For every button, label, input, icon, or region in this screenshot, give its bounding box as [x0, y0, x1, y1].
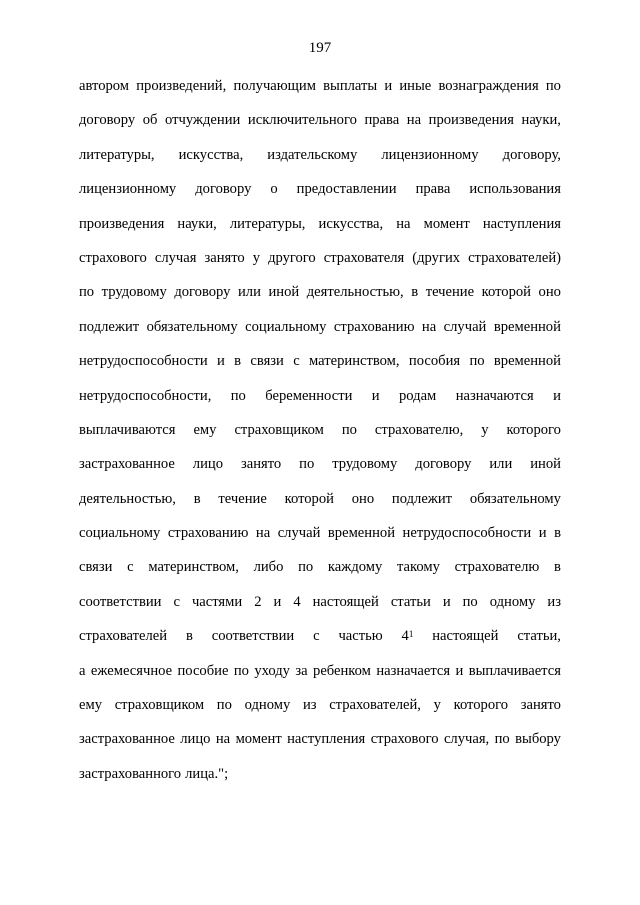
word: настоящей [432, 628, 499, 645]
word: искусства, [318, 215, 384, 232]
text-line [79, 556, 561, 590]
word: которой [284, 490, 334, 507]
word: временной [493, 318, 561, 335]
text-line [79, 281, 561, 315]
word: пособие [177, 662, 229, 679]
word: застрахованного [79, 765, 182, 782]
word: занято [520, 697, 561, 714]
word: трудовому [101, 284, 167, 301]
word: одному [489, 593, 536, 610]
word: связи [250, 353, 284, 370]
word: по [341, 421, 357, 438]
word: страхователю, [374, 421, 464, 438]
word: иные [399, 78, 432, 94]
word: искусства, [178, 146, 244, 163]
word: случай [277, 525, 321, 542]
text-line [79, 453, 561, 487]
word: занято [204, 249, 245, 266]
word: по [494, 731, 510, 748]
word: которого [506, 421, 561, 438]
word: нетрудоспособности [79, 353, 208, 370]
word: на [421, 318, 437, 335]
word: момент [423, 215, 470, 232]
word: социальному [79, 525, 161, 542]
word: договору, [502, 146, 561, 163]
word: страхователю [454, 559, 540, 576]
word: литературы, [79, 146, 155, 163]
word: за [295, 662, 308, 679]
word: трудовому [332, 456, 398, 473]
word: родам [398, 387, 437, 404]
word: издательскому [267, 146, 358, 163]
word: частью [338, 628, 383, 645]
word: произведения [428, 112, 514, 129]
word: вознаграждения [438, 78, 539, 94]
word: занято [240, 456, 282, 473]
word: 4 [293, 593, 301, 610]
word: уходу [254, 662, 290, 679]
word: социальному [245, 318, 327, 335]
page-number: 197 [308, 40, 332, 56]
word: литературы, [229, 215, 306, 232]
word: обязательному [146, 318, 238, 335]
text-line [79, 763, 561, 797]
word: нетрудоспособности [402, 525, 532, 542]
word: деятельностью, [306, 284, 404, 301]
word: лицо [180, 731, 211, 748]
word: науки, [177, 215, 217, 232]
text-line [79, 75, 561, 109]
word: или [238, 284, 261, 301]
word: страхователей [79, 628, 168, 645]
word: по [299, 456, 315, 473]
word: оно [351, 490, 375, 507]
word: застрахованное [79, 456, 175, 473]
word: ребенком [313, 662, 371, 679]
text-line [79, 316, 561, 350]
word: 4 [401, 628, 409, 645]
word: договору [174, 284, 231, 301]
text-line [79, 660, 561, 694]
word: частями [191, 593, 243, 610]
word-with-superscript [402, 625, 414, 659]
text-line [79, 350, 561, 384]
word: пособия [408, 353, 461, 370]
word: по [462, 593, 478, 610]
word: выплаты [323, 78, 378, 94]
word: лица."; [185, 765, 229, 782]
word: на [215, 731, 231, 748]
word: страхового [370, 731, 439, 748]
word: лицензионному [381, 146, 479, 163]
word: выбору [515, 731, 561, 748]
word: отчуждении [165, 112, 241, 129]
word: с [293, 353, 300, 370]
word: которой [481, 284, 531, 301]
word: материнством, [309, 353, 400, 370]
word: и [442, 593, 451, 610]
word: и [455, 662, 464, 679]
text-line [79, 591, 561, 625]
word: и [273, 593, 282, 610]
word: страховщиком [234, 421, 324, 438]
word: и [371, 387, 380, 404]
word: в [411, 284, 419, 301]
word: соответствии [211, 628, 295, 645]
word: права [415, 181, 451, 198]
word: с [173, 593, 180, 610]
word: страхователей, [329, 697, 421, 714]
word: нетрудоспособности, [79, 387, 212, 404]
word: о [270, 181, 278, 198]
word: договору [79, 112, 136, 129]
word: каждому [327, 559, 383, 576]
word: случая, [443, 731, 490, 748]
text-line [79, 247, 561, 281]
text-line [79, 694, 561, 728]
word: по [469, 353, 485, 370]
word: застрахованное [79, 731, 175, 748]
text-line [79, 419, 561, 453]
word: временной [493, 353, 561, 370]
word: у [481, 421, 489, 438]
word: произведения [79, 215, 165, 232]
word: по [230, 387, 246, 404]
word: получающим [233, 78, 316, 94]
word: обязательному [469, 490, 561, 507]
word: оно [538, 284, 561, 301]
word: об [142, 112, 158, 129]
word: автором [79, 78, 130, 94]
word: и [553, 387, 561, 404]
text-line [79, 488, 561, 522]
word: в [185, 628, 193, 645]
word: ему [193, 421, 217, 438]
word: временной [327, 525, 396, 542]
word: или [489, 456, 513, 473]
word: по [545, 78, 561, 94]
word: из [547, 593, 561, 610]
word: деятельностью, [79, 490, 176, 507]
text-line [79, 144, 561, 178]
word: лицензионному [79, 181, 177, 198]
word: одному [244, 697, 291, 714]
word: договору [195, 181, 252, 198]
text-line [79, 522, 561, 556]
word: лицо [192, 456, 223, 473]
word: по [298, 559, 314, 576]
word: и [384, 78, 393, 94]
text-line [79, 625, 561, 659]
word: выплачиваются [79, 421, 176, 438]
word: использования [469, 181, 561, 198]
word: наступления [287, 731, 366, 748]
word: другого [268, 249, 316, 266]
word: соответствии [79, 593, 162, 610]
word: страхованию [167, 525, 249, 542]
word: либо [253, 559, 284, 576]
word: случая [154, 249, 197, 266]
word: у [252, 249, 261, 266]
word: которого [453, 697, 509, 714]
text-line [79, 109, 561, 143]
word: предоставлении [296, 181, 397, 198]
word: случай [443, 318, 487, 335]
word: с [127, 559, 134, 576]
word: подлежит [391, 490, 453, 507]
word: течение [218, 490, 267, 507]
word: по [79, 284, 95, 301]
word: беременности [265, 387, 353, 404]
word: статьи [390, 593, 431, 610]
word: у [433, 697, 441, 714]
word: подлежит [79, 318, 140, 335]
word: наступления [482, 215, 561, 232]
word: назначается [376, 662, 451, 679]
word: иной [268, 284, 300, 301]
word: на [255, 525, 271, 542]
word: договору [415, 456, 472, 473]
word: ежемесячное [90, 662, 173, 679]
word: страхованию [333, 318, 415, 335]
word: страхователя [323, 249, 405, 266]
word: такому [396, 559, 440, 576]
word: с [313, 628, 320, 645]
word: ему [79, 697, 103, 714]
word: науки, [521, 112, 561, 129]
word: в [553, 559, 561, 576]
word: а [79, 662, 86, 679]
word: (других [412, 249, 461, 266]
word: страхового [79, 249, 147, 266]
word: страхователей) [468, 249, 561, 266]
word: произведений, [136, 78, 227, 94]
text-line [79, 385, 561, 419]
word: выплачивается [468, 662, 561, 679]
word: течение [425, 284, 475, 301]
word: статьи, [517, 628, 561, 645]
word: по [233, 662, 249, 679]
word: настоящей [312, 593, 379, 610]
word: по [216, 697, 232, 714]
text-line [79, 178, 561, 212]
word: в [554, 525, 561, 542]
word: права [364, 112, 400, 129]
word: назначаются [455, 387, 534, 404]
word: и [217, 353, 225, 370]
word: страховщиком [114, 697, 205, 714]
word: из [302, 697, 317, 714]
word: 2 [254, 593, 262, 610]
word: в [234, 353, 242, 370]
word: исключительного [247, 112, 357, 129]
word: материнством, [148, 559, 239, 576]
word: иной [530, 456, 561, 473]
superscript-marker: 1 [408, 629, 414, 640]
word: связи [79, 559, 113, 576]
word: в [193, 490, 201, 507]
word: на [396, 215, 411, 232]
document-body [79, 75, 561, 797]
word: на [406, 112, 422, 129]
text-line [79, 213, 561, 247]
word: и [538, 525, 547, 542]
word: момент [235, 731, 282, 748]
text-line [79, 728, 561, 762]
